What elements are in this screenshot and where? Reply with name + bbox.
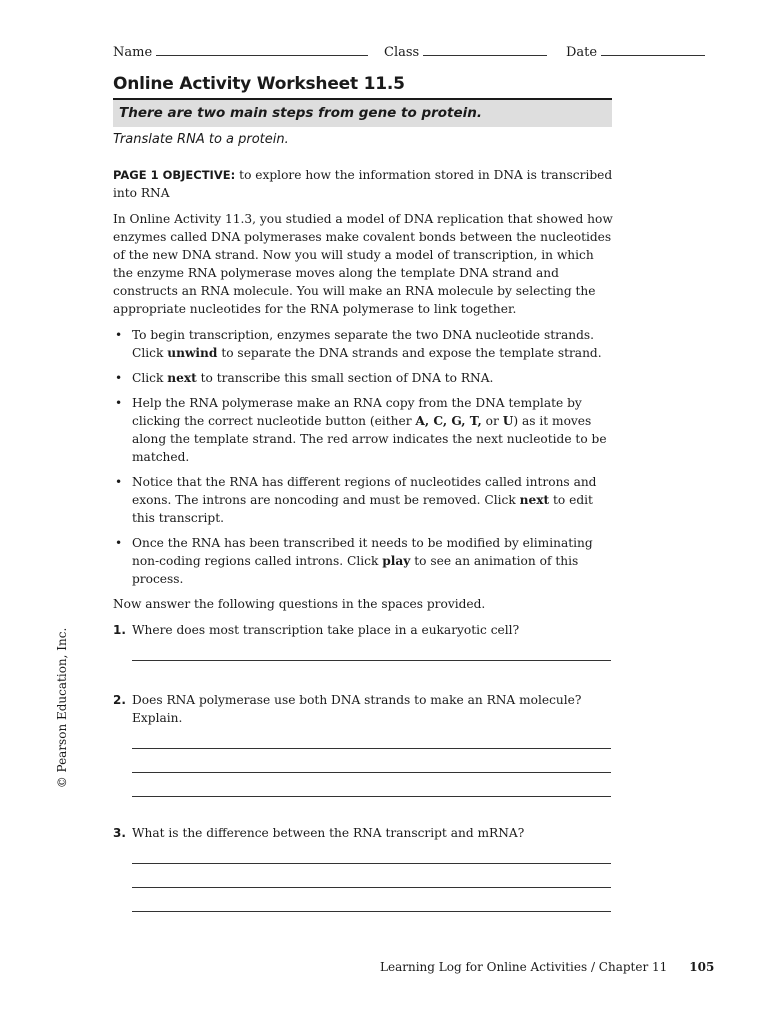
- name-blank[interactable]: [156, 43, 368, 56]
- answer-line[interactable]: [132, 911, 611, 912]
- question-3: [113, 824, 613, 842]
- question-number: 2.: [113, 693, 126, 707]
- answer-instructions: Now answer the following questions in the spaces provided.: [113, 597, 486, 611]
- objective-label: PAGE 1 OBJECTIVE:: [113, 168, 236, 182]
- objective: [113, 166, 613, 202]
- question-text: Does RNA polymerase use both DNA strands to make an RNA molecule? Explain.: [132, 693, 582, 725]
- subtitle: Translate RNA to a protein.: [113, 132, 289, 147]
- page-footer: [380, 960, 714, 974]
- name-field[interactable]: [113, 43, 368, 60]
- question-1: [113, 621, 613, 639]
- date-field[interactable]: [566, 43, 705, 60]
- name-label: Name: [113, 45, 153, 60]
- list-item: • Once the RNA has been transcribed it needs to be modified by eliminating non-coding regions called introns. Click play to see an animation of this process.: [113, 534, 613, 588]
- question-2: [113, 691, 613, 727]
- banner-text: There are two main steps from gene to protein.: [119, 105, 483, 121]
- worksheet-title: Online Activity Worksheet 11.5: [113, 74, 405, 94]
- class-label: Class: [384, 45, 420, 60]
- question-text: Where does most transcription take place in a eukaryotic cell?: [132, 623, 520, 637]
- objective-text: to explore how the information stored in DNA is transcribed into RNA: [113, 168, 613, 200]
- list-item: • Click next to transcribe this small section of DNA to RNA.: [113, 369, 613, 387]
- instruction-list: [113, 326, 613, 588]
- list-item: • Help the RNA polymerase make an RNA copy from the DNA template by clicking the correct nucleotide button (either A, C, G, T, or U) as it moves along the template strand. The red arrow indicates the next nucleotide to be matched.: [113, 394, 613, 466]
- date-label: Date: [566, 45, 598, 60]
- question-number: 1.: [113, 623, 126, 637]
- question-number: 3.: [113, 826, 126, 840]
- class-field[interactable]: [384, 43, 547, 60]
- list-item: • Notice that the RNA has different regions of nucleotides called introns and exons. The introns are noncoding and must be removed. Click next to edit this transcript.: [113, 473, 613, 527]
- copyright-notice: © Pearson Education, Inc.: [55, 627, 69, 789]
- list-item: • To begin transcription, enzymes separate the two DNA nucleotide strands. Click unwind to separate the DNA strands and expose the template strand.: [113, 326, 613, 362]
- footer-text: Learning Log for Online Activities / Chapter 11: [380, 960, 668, 974]
- worksheet-body: [113, 166, 613, 912]
- banner: [113, 100, 612, 127]
- question-text: What is the difference between the RNA transcript and mRNA?: [132, 826, 525, 840]
- intro-paragraph: In Online Activity 11.3, you studied a model of DNA replication that showed how enzymes called DNA polymerases make covalent bonds between the nucleotides of the new DNA strand. Now you will study a model of transcription, in which the enzyme RNA polymerase moves along the template DNA strand and constructs an RNA molecule. You will make an RNA molecule by selecting the appropriate nucleotides for the RNA polymerase to link together.: [113, 212, 613, 316]
- date-blank[interactable]: [601, 43, 705, 56]
- student-info-header: [113, 43, 703, 63]
- class-blank[interactable]: [423, 43, 547, 56]
- page-number: 105: [689, 960, 715, 974]
